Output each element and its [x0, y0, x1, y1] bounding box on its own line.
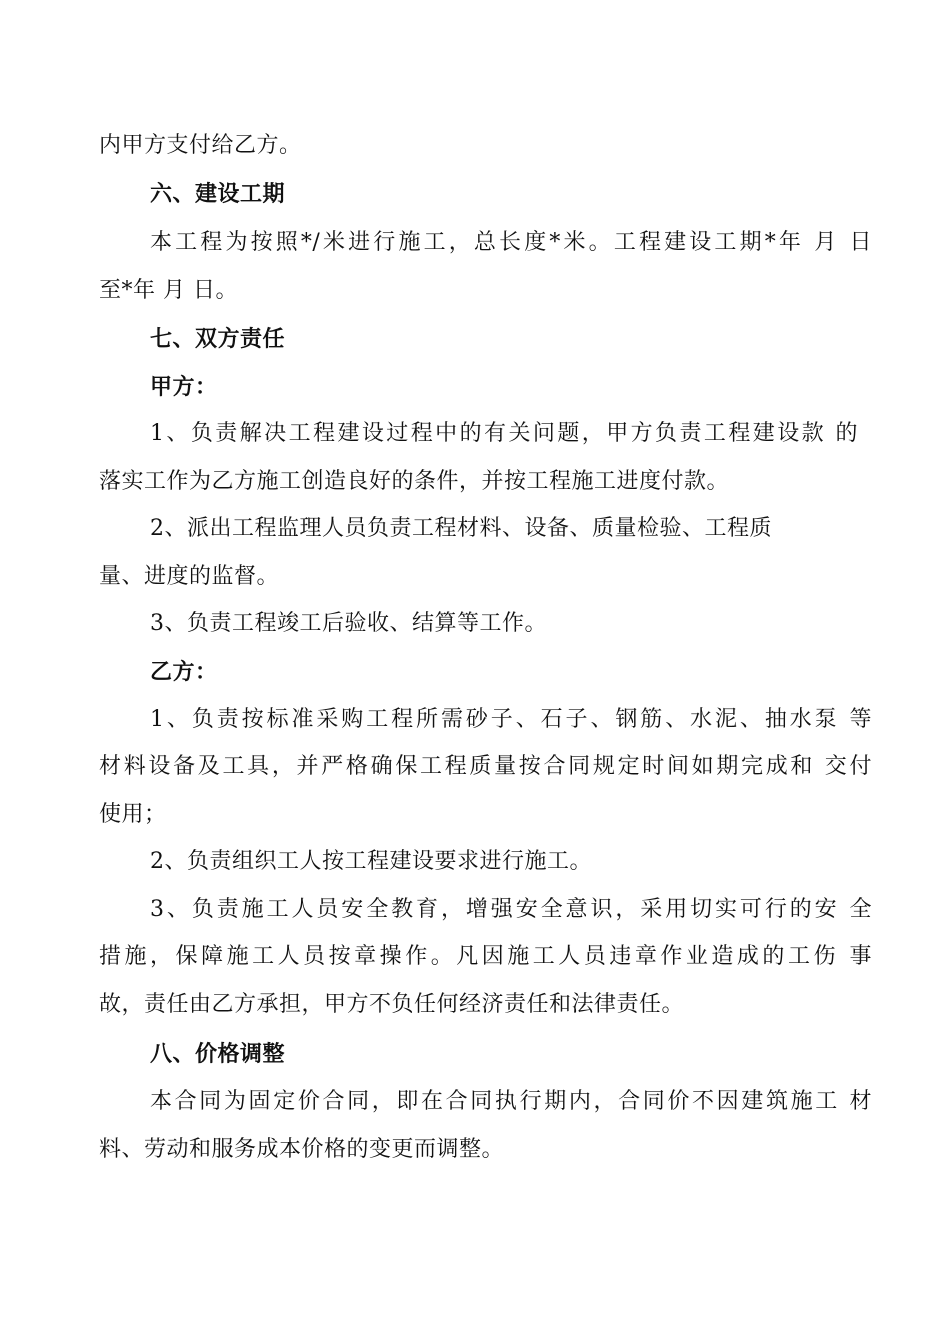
text-line: 至*年 月 日。 — [99, 278, 238, 303]
section-heading-responsibilities: 七、双方责任 — [150, 326, 286, 352]
text-line: 量、进度的监督。 — [99, 564, 280, 589]
section-heading-construction-period: 六、建设工期 — [150, 181, 286, 207]
section-heading-price-adjustment: 八、价格调整 — [150, 1041, 286, 1067]
text-line: 落实工作为乙方施工创造良好的条件，并按工程施工进度付款。 — [99, 469, 730, 494]
text-line: 3、负责工程竣工后验收、结算等工作。 — [150, 611, 547, 636]
party-a-label: 甲方： — [150, 374, 218, 400]
text-line: 料、劳动和服务成本价格的变更而调整。 — [99, 1137, 505, 1162]
text-line: 措施，保障施工人员按章操作。凡因施工人员违章作业造成的工伤 事 — [99, 944, 872, 969]
text-line: 1、负责解决工程建设过程中的有关问题，甲方负责工程建设款 的 — [150, 421, 858, 446]
text-line: 2、负责组织工人按工程建设要求进行施工。 — [150, 849, 592, 874]
text-line: 材料设备及工具，并严格确保工程质量按合同规定时间如期完成和 交付 — [99, 754, 872, 779]
party-b-label: 乙方： — [150, 659, 218, 685]
text-line: 故，责任由乙方承担，甲方不负任何经济责任和法律责任。 — [99, 992, 685, 1017]
text-line: 内甲方支付给乙方。 — [99, 133, 302, 158]
text-line: 本合同为固定价合同，即在合同执行期内，合同价不因建筑施工 材 — [150, 1089, 872, 1114]
text-line: 使用； — [99, 802, 167, 827]
text-line: 1、负责按标准采购工程所需砂子、石子、钢筋、水泥、抽水泵 等 — [150, 707, 872, 732]
text-line: 3、负责施工人员安全教育，增强安全意识，采用切实可行的安 全 — [150, 897, 872, 922]
text-line: 2、派出工程监理人员负责工程材料、设备、质量检验、工程质 — [150, 516, 772, 541]
text-line: 本工程为按照*/米进行施工，总长度*米。工程建设工期*年 月 日 — [150, 230, 872, 255]
